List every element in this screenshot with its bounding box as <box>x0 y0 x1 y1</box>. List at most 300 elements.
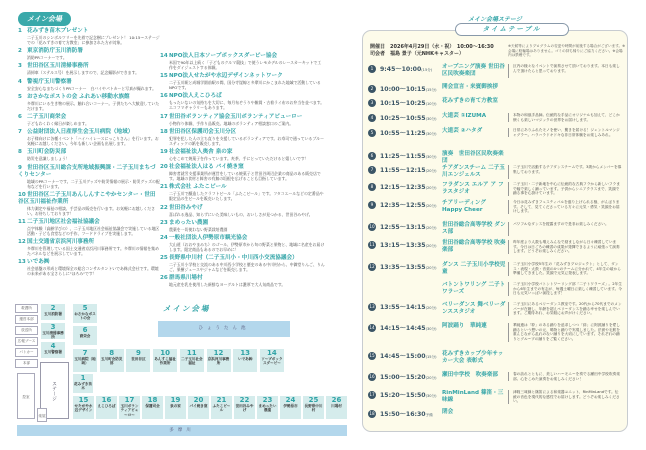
booth-number: 12 <box>213 349 224 357</box>
exhibitor-number: 7 <box>18 129 22 136</box>
program-name: フラダンス エルア ア フラスタジオ <box>442 182 504 195</box>
exhibitor-desc: 地元産を乳を使用した新鮮なヨーグルトは濃厚で大人気商品です。 <box>169 282 286 288</box>
exhibitor-desc: 体力測定や福祉の相談、手芸品の販売を行います。お気軽にお越しください。お待ちしております！ <box>27 205 156 216</box>
booth-number: 23 <box>262 396 273 404</box>
booth-label: まめったい農園 <box>258 404 277 413</box>
booth-label: いであ㈱ <box>238 357 253 361</box>
timetable-row <box>368 222 630 236</box>
program-name: ベリーダンス 舞ベリーダンススタジオ <box>442 302 506 315</box>
booth <box>73 326 97 345</box>
duration: (20分) <box>425 244 437 248</box>
booth-label: ふたこビール <box>212 404 231 413</box>
booth-number: 16 <box>101 396 112 404</box>
exhibitor-item <box>18 114 160 126</box>
exhibitor-number: 23 <box>160 219 168 226</box>
exhibitor-title <box>160 129 325 136</box>
slot-time <box>380 262 442 276</box>
exhibitor-name: いであ㈱ <box>27 259 50 266</box>
booth <box>41 342 65 358</box>
program-name: 世田谷総合高等学校 吹奏楽部 <box>442 240 506 253</box>
exhibitor-name: NPO法人えこひろば <box>169 93 222 100</box>
program-name: 瀬田中学校 吹奏楽部 <box>442 372 498 378</box>
slot-number: 12 <box>369 264 375 269</box>
exhibitor-item <box>18 28 160 45</box>
booth <box>142 396 163 419</box>
booth-number: 25 <box>308 396 319 404</box>
timetable-row <box>368 151 630 165</box>
slot-number: 3 <box>368 99 376 107</box>
timetable-row <box>368 323 630 342</box>
slot-number: 4 <box>368 114 376 122</box>
slot-time <box>380 222 442 236</box>
duration: 予備 <box>425 413 433 417</box>
exhibitor-name: NPO法人日本ソープボックスダービー協会 <box>169 53 278 59</box>
booth <box>303 396 324 419</box>
exhibitor-item <box>160 255 325 272</box>
exhibitor-name: 世田谷ボランティア協会玉川ボランティアビューロー <box>169 113 303 120</box>
booth-number: 26 <box>331 396 342 404</box>
duration: (30分) <box>425 132 437 136</box>
exhibitor-name: 世田谷区玉川清掃事務所 <box>27 63 89 70</box>
exhibitor-number: 12 <box>18 239 26 246</box>
exhibitor-item <box>160 220 325 232</box>
slot-time <box>380 182 442 196</box>
exhibitor-item <box>160 53 325 70</box>
booth-label: 玉川ボランティアビューロー <box>120 404 139 417</box>
slot-time <box>380 372 442 381</box>
program-desc: 二子玉川小学校バトントワーリング部「二子トワラーズ」。2年生から6年生までの有志が、毎週土曜日に楽しく練習しています。今日も元気いっぱい演技します！ <box>508 282 622 296</box>
booth-label: 玉川病院（地域） <box>74 357 96 366</box>
exhibitor-name: 警視庁玉川警察署 <box>27 78 72 85</box>
exhibitor-title <box>160 220 325 227</box>
time-range: 14:45〜15:00 <box>380 353 426 360</box>
exhibitor-item <box>160 164 325 181</box>
timetable-row <box>368 165 630 179</box>
exhibitor-number: 10 <box>18 191 26 198</box>
booth-number: 15 <box>78 396 89 404</box>
booth-number: 11 <box>186 349 197 357</box>
exhibitor-title <box>18 63 160 70</box>
exhibitor-item <box>160 149 325 161</box>
exhibitor-number: 26 <box>160 275 168 282</box>
booth <box>41 323 65 339</box>
timetable-row <box>368 128 630 137</box>
time-range: 10:15〜10:25 <box>380 100 426 107</box>
time-range: 9:45〜10:00 <box>380 66 422 73</box>
program-desc: 本物の和風手品師。伝統的な手品にオリジナルも加えて、どこか懐くも楽しいマジックの世界をお届けします。 <box>508 113 622 122</box>
slot-time <box>380 390 442 404</box>
booth <box>73 396 94 419</box>
exhibitor-number: 9 <box>18 164 22 171</box>
timetable-row <box>368 282 630 296</box>
booth-label: 伊勢原市 <box>283 404 298 408</box>
exhibitor-number: 5 <box>18 93 22 100</box>
timetable-row <box>368 262 630 276</box>
exhibitor-name: おさかなポストの会 ふれあい移動水族館 <box>27 93 130 100</box>
slot-number: 18 <box>369 411 375 416</box>
lounge: 控室 <box>17 373 35 419</box>
exhibitor-desc: 大山道（おおやまみち）のゴール、伊勢原市から旬の野菜と果物と、地域に名産をお届けします。限定商品もあるのでお早めに！ <box>169 241 325 252</box>
exhibitor-item <box>18 259 160 276</box>
exhibitor-item <box>160 114 325 126</box>
slot-number: 11 <box>369 242 375 247</box>
slot-time <box>380 240 442 254</box>
duration: (20分) <box>425 306 437 310</box>
exhibitor-item <box>18 149 160 161</box>
exhibitor-item <box>18 239 160 256</box>
exhibitor-desc: 障害者就労支援事業所が運営をしている焼菓子と世田谷周辺企業の商品のある販売店です。地域の食材と障害の有無の垣根を広げることも目指しています。 <box>169 171 321 182</box>
program-desc: 華純連は「粋」のある踊りを追求しつつ「絆」に阿波踊りを愛し踊るという想いの元、鳴物と踊りで実現しました。法被や毛筋を重んじながら乱れのない踊りを大切にしています。それぞれの踊りとグループの踊りをご覧ください。 <box>508 323 622 342</box>
booth-label: 長野県中川村 <box>304 404 323 413</box>
exhibitor-name: 二子玉川地区社会福祉協議会 <box>27 218 100 225</box>
slot-number: 5 <box>368 129 376 137</box>
exhibitor-number: 16 <box>160 93 168 100</box>
booth <box>234 396 255 419</box>
program-desc: 二子玉川小学校5年生の「花みずきプロジェクト」として、ダンス・表現・太鼓・音楽の4つのチームに分かれて、4年生の頃から準備してきました。笑顔で元気に発表します。 <box>508 262 622 276</box>
time-range: 15:20〜15:50 <box>380 392 426 399</box>
slot-time <box>380 84 442 93</box>
duration: (15分) <box>425 355 437 359</box>
exhibitor-title <box>160 164 325 171</box>
time-range: 11:55〜12:15 <box>380 167 426 174</box>
booth <box>96 396 117 419</box>
booth-label: パイ焼き窯 <box>189 404 208 408</box>
booth-number: 1 <box>80 374 86 382</box>
time-range: 10:25〜10:55 <box>380 115 426 122</box>
slot-number: 10 <box>369 224 375 229</box>
booth-label: 泉の家 <box>170 404 181 408</box>
booth-label: 京浜河川事務所 <box>207 357 230 366</box>
slot-number: 1 <box>368 65 376 73</box>
exhibitor-number: 11 <box>18 218 26 225</box>
program-name: 演奏 世田谷区民吹奏楽団 <box>442 151 504 164</box>
booth-number: 18 <box>147 396 158 404</box>
timetable-row <box>368 200 630 214</box>
main-venue-label: メイン会場 <box>18 12 71 26</box>
exhibitor-name: まめったい農園 <box>169 219 209 226</box>
exhibitor-number: 1 <box>18 28 22 34</box>
exhibitor-number: 19 <box>160 148 168 155</box>
exhibitor-name: 玉川町会防災部 <box>27 149 67 156</box>
exhibitor-title <box>18 94 160 101</box>
program-name: 閉会 <box>442 409 454 415</box>
program-name: 大道芸 ②ハタダ <box>442 128 483 134</box>
booth-number: 9 <box>135 349 141 357</box>
mc: 司会者 福島 景子（元NHKキャスター） <box>370 51 464 57</box>
program-name: 世田谷総合高等学校 ダンス部 <box>442 222 506 235</box>
program-desc: 日常にありふれたモノを使い、驚きを届ける！ジェントルマンジャグラー。ハラハラドキドキな非日常体験をお楽しみあれ。 <box>508 128 622 137</box>
booth-label: おさかなポストの会 <box>74 312 96 321</box>
exhibitor-name: 株式会社 ふたこビール <box>169 184 227 191</box>
exhibitor-number: 18 <box>160 128 168 135</box>
program-name: 大道芸 ①IZUMA <box>442 113 487 119</box>
booth-number: 5 <box>82 304 88 312</box>
exhibitor-item <box>160 275 325 287</box>
exhibitor-list-right <box>160 53 325 290</box>
booth <box>126 349 150 372</box>
booth-label: ソープボックスダービー <box>261 357 283 366</box>
time-range: 15:50〜16:30 <box>380 411 426 418</box>
exhibitor-number: 2 <box>18 48 22 55</box>
exhibitor-name: 一般社団法人伊勢原市観光協会 <box>169 234 248 241</box>
slot-number: 15 <box>369 353 375 358</box>
booth-label: 玉川消防署 <box>44 312 62 316</box>
slot-time <box>380 113 442 122</box>
exhibitor-desc: お子様向けに各種イベント「ハイハイレースにっこりさん」を行います。お気軽にお越しください。今年も新しい企画も出展します。 <box>27 136 159 147</box>
event-meta <box>370 44 494 58</box>
booth <box>211 396 232 419</box>
program-name: 阿波踊り 華純連 <box>442 323 487 329</box>
exhibitor-title <box>18 259 160 266</box>
exhibitor-item <box>18 192 160 216</box>
exhibitor-title <box>18 219 160 226</box>
exhibitor-name: 社会福祉法人はる パイ焼き窯 <box>169 164 244 171</box>
program-name: 花みずきの育て方教室 <box>442 98 498 104</box>
timetable-row <box>368 84 630 93</box>
booth-number: 6 <box>82 326 88 334</box>
exhibitor-desc: もったいないの気持ちを大切に、毎月布ぞうりや雑貨・古着ライ布のお弁当を並べます。エコフマギャラリーもあります。 <box>169 100 325 111</box>
exhibitor-desc: 心をこめて焼菓子を作っています。麦茶、手にとっていただけると嬉しいです！ <box>169 155 309 161</box>
program-desc: 二子玉川で活動するチアダンスチームです。3歳からメンバーを募集しております。 <box>508 165 622 179</box>
exhibitor-name: 長野県中川村（二子玉川小・中川西小交流協議会） <box>169 255 298 262</box>
notes: ※天候等によりプログラムの変更や時間が前後する場合がございます。※会場に駐輪場はありません。ゴミの持ち帰りにご協力ください。※会場内は禁煙です。 <box>508 44 626 58</box>
exhibitor-item <box>18 165 160 189</box>
exhibitor-name: 群馬県川場村 <box>169 275 203 282</box>
duration: (10分) <box>425 102 437 106</box>
slot-number: 14 <box>369 325 375 330</box>
exhibitor-number: 3 <box>18 63 22 70</box>
slot-time <box>380 128 442 137</box>
map-facility: 救護所 <box>15 304 38 313</box>
exhibitor-title <box>18 48 160 55</box>
time-range: 13:35〜13:55 <box>380 264 426 271</box>
exhibitor-item <box>18 48 160 60</box>
booth-label: えこひろば <box>97 404 116 408</box>
exhibitor-title <box>18 165 160 179</box>
program-name: チアリーディング Happy Cheer <box>442 200 486 213</box>
booth <box>260 349 284 372</box>
timetable-row <box>368 390 630 404</box>
exhibitor-number: 22 <box>160 204 168 211</box>
exhibitor-title <box>18 28 160 35</box>
map-title: メイン会場 <box>163 304 211 313</box>
duration: (20分) <box>425 376 437 380</box>
timetable-row <box>368 351 630 365</box>
booth-number: 3 <box>50 323 56 331</box>
exhibitor-desc: 二子玉川駅と成城学園前駅の間、国分寺崖線と多摩川にかこまれた地域で活動しているNPOです。 <box>169 80 321 91</box>
exhibitor-title <box>18 239 160 246</box>
exhibitor-desc: 地域のPRコーナーです。二子玉川グッズや防災情報の展示・防災グッズの配布などを行います。 <box>27 178 160 189</box>
exhibitor-item <box>160 184 325 201</box>
slot-time <box>380 98 442 107</box>
program-desc: 昨年度より人数も増えみんなで励ましながら日々練習しています。今日は日ごろの練習の成果が発揮できるように頑張って演奏します。どうぞお楽しみください。 <box>508 240 622 254</box>
exhibitor-item <box>160 129 325 146</box>
exhibitor-desc: 清掃車（ステルス号）を展示しますので、記念撮影ができます。 <box>27 70 140 76</box>
booth <box>180 349 204 372</box>
booth-label: 花みずき苗木 <box>74 382 92 391</box>
exhibitor-title <box>160 73 325 80</box>
exhibitor-desc: 二子玉川のシンボルツリーを先着で記念樹にプレゼント！ 10:15〜ステージでの「花みずきの育て方教室」に参加された方が対象。 <box>27 35 160 45</box>
exhibitor-number: 6 <box>18 113 22 120</box>
exhibitor-name: 花みずき苗木プレゼント <box>27 28 89 34</box>
exhibitor-desc: 米国で90年以上続く「子どものクルマ競技」で使うレモカデルのレースカーキットで工作をダイジェストする体験。 <box>169 60 322 70</box>
slot-time <box>380 64 442 78</box>
booth-label: 二子玉川社会福祉 <box>181 357 203 366</box>
duration: (30分) <box>425 394 437 398</box>
exhibitor-number: 21 <box>160 184 168 191</box>
time-range: 10:00〜10:15 <box>380 86 426 93</box>
time-range: 10:55〜11:25 <box>380 130 426 137</box>
booth-number: 4 <box>50 342 56 350</box>
slot-number: 6 <box>368 152 376 160</box>
exhibitor-item <box>160 93 325 110</box>
program-name: 開会宣言・来賓御挨拶 <box>442 84 498 90</box>
duration: (15分) <box>425 88 437 92</box>
time-range: 12:15〜12:35 <box>380 184 426 191</box>
exhibitor-desc: 消防PRコーナーです。 <box>27 55 67 61</box>
booth-label: 保護司会 <box>145 404 160 408</box>
exhibitor-number: 20 <box>160 164 168 171</box>
gakuya: 楽屋 <box>37 408 47 422</box>
exhibitor-desc: 犯罪を犯した人の立ち直りを支援しているボランティアです。お寿司で通っているブルースティックの紙を販売します。 <box>169 135 324 146</box>
program-name: バトントワリング 二子トワラーズ <box>442 282 506 295</box>
exhibitor-name: 社会福祉法人奥舎 泉の家 <box>169 148 233 155</box>
booth-label: 商栄会 <box>79 334 91 338</box>
program-desc: 区内の様々なイベントで演奏させて頂いております。本日も楽しんで頂けたらと思っております。 <box>508 64 622 78</box>
booth-label: 玉川町会防災部 <box>100 357 123 366</box>
exhibitor-title <box>18 192 160 206</box>
booth <box>233 349 257 372</box>
booth-number: 13 <box>240 349 251 357</box>
timetable-row <box>368 409 630 418</box>
booth-number: 2 <box>50 304 56 312</box>
booth <box>153 349 177 372</box>
exhibitor-name: 国土交通省京浜河川事務所 <box>27 239 95 246</box>
map-facility: 本部 <box>15 359 38 368</box>
program-name: 花みずきカップ少年サッカー大会 表彰式 <box>442 351 504 364</box>
booth <box>41 304 65 320</box>
time-range: 12:35〜12:55 <box>380 202 426 209</box>
booth-number: 24 <box>285 396 296 404</box>
exhibitor-title <box>160 149 325 156</box>
exhibitor-item <box>18 129 160 146</box>
slot-time <box>380 165 442 179</box>
slot-number: 9 <box>368 201 376 209</box>
timetable-row <box>368 240 630 254</box>
timetable-row <box>368 98 630 107</box>
exhibitor-desc: 点字体験（高齢学びの）、二子玉川地区社会福祉協議会で実施している地区活動・子ども食堂などの手作、フードドライブを実施します。 <box>27 225 160 236</box>
time-range: 14:15〜14:45 <box>380 325 426 332</box>
slot-number: 16 <box>369 374 375 379</box>
program-desc: 二子玉川・二子新地を中心に伝統的な古典フラから新しいフラまで幅で楽しく踊っています。子供からシニアクラスまで、笑顔で踊る事を心掛けています。 <box>508 182 622 196</box>
exhibitor-number: 14 <box>160 53 168 59</box>
booth-number: 10 <box>160 349 170 357</box>
exhibitor-number: 25 <box>160 255 168 262</box>
slot-number: 13 <box>369 304 375 309</box>
slot-time <box>380 200 442 214</box>
booth <box>188 396 209 419</box>
time-range: 13:55〜14:15 <box>380 304 426 311</box>
timetable-row <box>368 113 630 122</box>
slot-time <box>380 302 442 316</box>
exhibitor-desc: 社会基盤の形成と環境保全の総合コンサルタントいであ株式会社です。環境の未来がある宝さらしに"ほろみ"です！ <box>27 266 159 277</box>
booth <box>257 396 278 419</box>
event-date: 開催日 2026年4月29日（水・祝） 10:00〜16:30 <box>370 44 494 50</box>
booth-label: 世田谷区 <box>131 357 146 361</box>
map-facility: 放送所 <box>15 326 38 335</box>
exhibitor-name: 東京消防庁玉川消防署 <box>27 48 83 55</box>
booth <box>207 349 231 372</box>
exhibitor-title <box>160 275 325 282</box>
exhibitor-number: 17 <box>160 113 168 120</box>
program-name: チアダンスチーム 二子玉川エンジェルス <box>442 165 505 178</box>
slot-number: 8 <box>368 183 376 191</box>
exhibitor-desc: 多摩川を管理している国土交通省京浜河川事務所です。多摩川の情報を集めたパネルなどを展示しています。 <box>27 246 159 257</box>
slot-time <box>380 151 442 165</box>
exhibitor-title <box>160 235 325 242</box>
exhibitor-name: NPO法人せたがや水辺デザインネットワーク <box>169 73 283 80</box>
duration: (20分) <box>425 204 437 208</box>
slot-number: 7 <box>368 166 376 174</box>
exhibitor-title <box>18 79 160 86</box>
exhibitor-title <box>160 184 325 191</box>
slot-number: 2 <box>368 85 376 93</box>
exhibitor-item <box>160 205 325 217</box>
booth-number: 19 <box>170 396 181 404</box>
map-facility: 運営本部 <box>15 315 38 324</box>
timetable-row <box>368 64 630 78</box>
exhibitor-item <box>160 235 325 252</box>
exhibitor-desc: 小物作り体験、手作り品販売。地域のボランティア相談窓口のご案内。 <box>169 120 294 126</box>
exhibitor-title <box>18 129 160 136</box>
exhibitor-title <box>18 114 160 121</box>
booth <box>100 349 124 372</box>
program-name: ダンス 二子玉川小学校児童 <box>442 262 506 275</box>
time-range: 12:55〜13:15 <box>380 224 426 231</box>
duration: (20分) <box>425 226 437 230</box>
booth-number: 14 <box>267 349 277 357</box>
slot-time <box>380 351 442 365</box>
booth-label: 玉川警察署 <box>44 350 62 354</box>
exhibitor-item <box>18 219 160 236</box>
exhibitor-desc: 子どもわくわく縁日が楽しめます。 <box>27 120 89 126</box>
booth <box>73 374 93 393</box>
booth-number: 17 <box>124 396 135 404</box>
booth-number: 21 <box>216 396 227 404</box>
booth-number: 20 <box>193 396 204 404</box>
booth <box>73 349 97 372</box>
duration: (30分) <box>425 155 437 159</box>
program-desc: 二子玉川にあるベリーダンス教室です。20代から70代までのメンバーが在籍し、年齢を超えベリーダンスを踊る幸せを楽しんでいます。ご期待あれ、お気軽にお声がけください。 <box>508 302 622 316</box>
map-facility: パトカー <box>15 348 38 357</box>
exhibitor-name: 世田谷区二子玉川あんしんすこやかセンター・世田谷区玉川福祉作業所 <box>18 191 156 205</box>
duration: (30分) <box>425 327 437 331</box>
duration: (20分) <box>425 266 437 270</box>
exhibitor-name: 二子玉川商栄会 <box>27 113 67 120</box>
exhibitor-title <box>160 255 325 262</box>
booth-number: 8 <box>109 349 115 357</box>
timetable-subtitle: メイン会場ステージ <box>468 16 522 23</box>
program-desc: 春の訪れとともに、美しいハーモニーを奏でる瀬田中学校吹奏楽部。心をこめた演奏をお楽しみください！ <box>508 372 622 381</box>
program-desc: 津軽三味線と篠笛による和楽器ユニット、RinMinLandです。伝統の音色を現代的な感性でお届けします。どうぞお楽しみください。 <box>508 390 622 404</box>
booth <box>73 304 97 323</box>
timetable-title: タイムテーブル <box>455 23 569 36</box>
venue-map <box>0 290 358 450</box>
program-desc: パワフルなダンスを披露ますので是非お楽しみください。 <box>508 222 622 236</box>
program-name: オープニング演奏 世田谷区民吹奏楽団 <box>442 64 505 77</box>
booth-label: あんすこ福祉作業所 <box>154 357 176 366</box>
program-name: RinMinLand 篠笛・三味線 <box>442 390 504 403</box>
